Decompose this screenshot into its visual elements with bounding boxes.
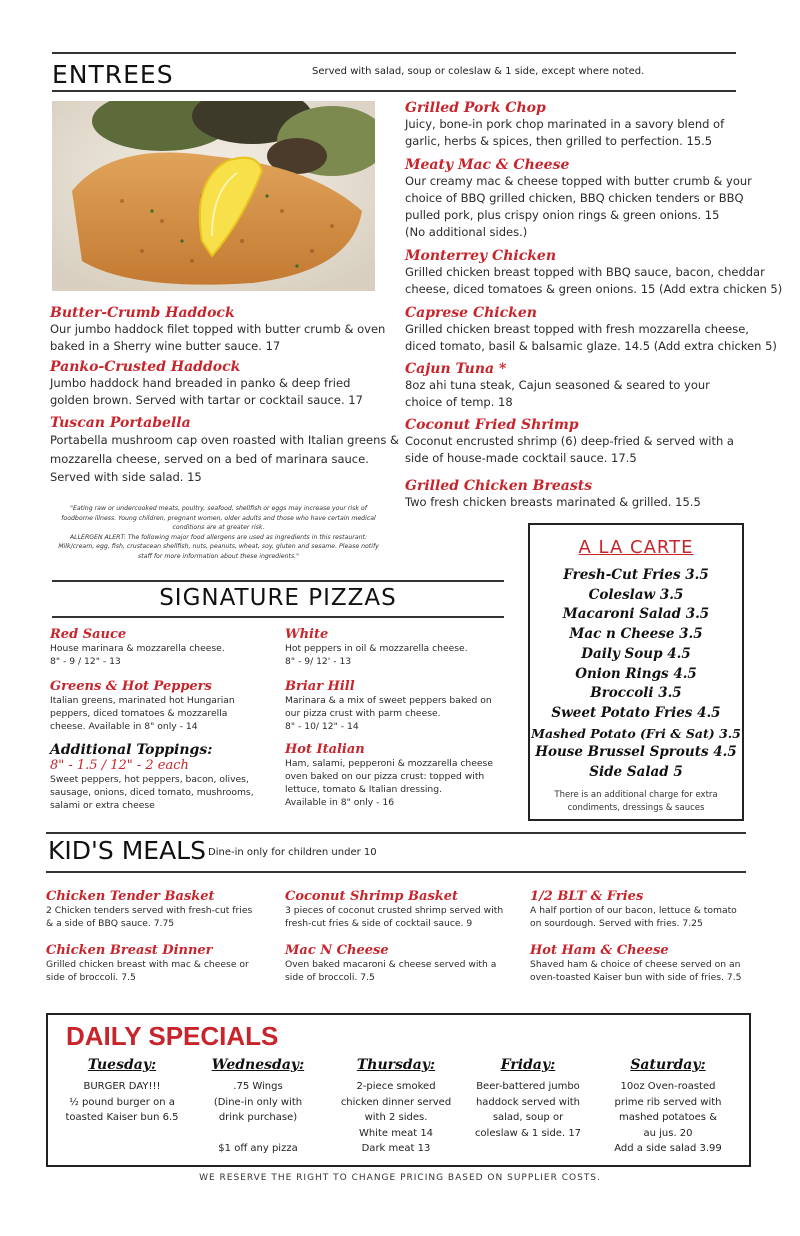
item-name: Butter-Crumb Haddock <box>50 305 235 321</box>
item-name: Chicken Breast Dinner <box>46 943 213 958</box>
item-name: Chicken Tender Basket <box>46 889 215 904</box>
day-text: 10oz Oven-roasted prime rib served with mashed potatoes & au jus. 20 Add a side salad 3.99 <box>614 1081 722 1154</box>
item-name: Meaty Mac & Cheese <box>405 157 570 173</box>
alacarte-item: Daily Soup 4.5 <box>581 645 691 662</box>
kids-coconut-shrimp-basket <box>285 889 503 930</box>
item-desc: Juicy, bone-in pork chop marinated in a savory blend of garlic, herbs & spices, then grilled to perfection. 15.5 <box>405 117 725 148</box>
daily-day-thursday <box>336 1057 456 1157</box>
kids-note: Dine-in only for children under 10 <box>208 847 377 858</box>
item-desc: House marinara & mozzarella cheese. 8" - 9 / 12" - 13 <box>50 643 225 667</box>
haddock-photo <box>52 101 375 291</box>
alacarte-item: Side Salad 5 <box>589 764 683 781</box>
daily-specials-box <box>46 1013 751 1167</box>
day-name: Saturday: <box>630 1057 706 1073</box>
item-desc: Jumbo haddock hand breaded in panko & deep fried golden brown. Served with tartar or cocktail sauce. 17 <box>50 376 363 407</box>
item-name: Red Sauce <box>50 627 127 642</box>
pizzas-rule-top <box>52 580 504 582</box>
item-name: Caprese Chicken <box>405 305 537 321</box>
alacarte-list <box>530 566 742 783</box>
day-name: Thursday: <box>356 1057 436 1073</box>
kids-rule-bottom <box>46 871 746 873</box>
item-desc: 3 pieces of coconut crusted shrimp served with fresh-cut fries & side of cocktail sauce. 9 <box>285 905 504 929</box>
entree-caprese-chicken <box>405 305 777 355</box>
alacarte-item: Mashed Potato (Fri & Sat) 3.5 <box>531 725 741 741</box>
daily-title: DAILY SPECIALS <box>66 1021 279 1051</box>
allergen-disclaimer: "Eating raw or undercooked meats, poultry, seafood, shellfish or eggs may increase your risk of foodborne illness. Young children, pregnant women, older adults and those who have certain medical conditions are at greater risk. ALLERGEN ALERT: The following major food allergens are used as ingredients in this restaurant: Milk/cream, egg, fish, crustacean shellfish, nuts, peanuts, wheat, soy, gluten and sesame. Please notify staff for more information about these ingredients." <box>58 505 379 560</box>
kids-half-blt-fries <box>530 889 737 930</box>
item-name: Hot Ham & Cheese <box>530 943 669 958</box>
toppings-desc: Sweet peppers, hot peppers, bacon, olives, sausage, onions, diced tomato, mushrooms, salami or extra cheese <box>50 774 254 811</box>
entrees-note: Served with salad, soup or coleslaw & 1 side, except where noted. <box>312 66 645 77</box>
pizza-white <box>285 627 468 668</box>
alacarte-item: Coleslaw 3.5 <box>588 586 684 603</box>
item-desc: Our jumbo haddock filet topped with butter crumb & oven baked in a Sherry wine butter sauce. 17 <box>50 322 386 353</box>
day-text: 2-piece smoked chicken dinner served with 2 sides. White meat 14 Dark meat 13 <box>340 1081 452 1154</box>
item-desc: A half portion of our bacon, lettuce & tomato on sourdough. Served with fries. 7.25 <box>530 905 737 929</box>
daily-day-wednesday <box>198 1057 318 1157</box>
kids-chicken-tender-basket <box>46 889 252 930</box>
daily-day-tuesday <box>62 1057 182 1126</box>
item-name: 1/2 BLT & Fries <box>530 889 644 904</box>
alacarte-note: There is an additional charge for extra condiments, dressings & sauces <box>554 789 718 813</box>
daily-day-saturday <box>608 1057 728 1157</box>
item-name: White <box>285 627 329 642</box>
item-desc: Oven baked macaroni & cheese served with a side of broccoli. 7.5 <box>285 959 497 983</box>
entrees-title: ENTREES <box>52 60 174 89</box>
alacarte-title: A LA CARTE <box>578 537 694 558</box>
toppings-title: Additional Toppings: <box>50 742 213 758</box>
day-text: .75 Wings (Dine-in only with drink purchase) $1 off any pizza <box>213 1081 303 1154</box>
day-name: Wednesday: <box>211 1057 305 1073</box>
toppings-price: 8" - 1.5 / 12" - 2 each <box>50 758 189 773</box>
item-name: Hot Italian <box>285 742 365 757</box>
item-desc: Italian greens, marinated hot Hungarian peppers, diced tomatoes & mozzarella cheese. Available in 8" only - 14 <box>50 695 235 732</box>
kids-title: KID'S MEALS <box>48 836 206 865</box>
alacarte-item: House Brussel Sprouts 4.5 <box>535 744 737 761</box>
item-name: Grilled Chicken Breasts <box>405 478 593 494</box>
alacarte-item: Mac n Cheese 3.5 <box>569 626 703 643</box>
item-name: Coconut Fried Shrimp <box>405 417 579 433</box>
item-name: Panko-Crusted Haddock <box>50 359 241 375</box>
item-desc: Portabella mushroom cap oven roasted with Italian greens & mozzarella cheese, served on a bed of marinara sauce. Served with side salad. 15 <box>50 433 399 484</box>
entree-grilled-pork-chop <box>405 100 724 150</box>
item-name: Monterrey Chicken <box>405 248 557 264</box>
item-name: Mac N Cheese <box>285 943 389 958</box>
entree-butter-crumb-haddock <box>50 305 385 355</box>
entree-meaty-mac-cheese <box>405 157 752 241</box>
daily-day-friday <box>468 1057 588 1141</box>
day-name: Tuesday: <box>87 1057 157 1073</box>
item-desc: Grilled chicken breast with mac & cheese or side of broccoli. 7.5 <box>46 959 249 983</box>
pizza-additional-toppings <box>50 742 254 812</box>
pizza-briar-hill <box>285 679 492 733</box>
alacarte-box <box>528 523 744 821</box>
top-rule <box>52 52 736 54</box>
item-name: Greens & Hot Peppers <box>50 679 212 694</box>
item-name: Briar Hill <box>285 679 355 694</box>
kids-hot-ham-cheese <box>530 943 741 984</box>
pricing-footer: WE RESERVE THE RIGHT TO CHANGE PRICING BASED ON SUPPLIER COSTS. <box>199 1173 601 1183</box>
kids-chicken-breast-dinner <box>46 943 249 984</box>
day-text: Beer-battered jumbo haddock served with salad, soup or coleslaw & 1 side. 17 <box>474 1081 582 1139</box>
entree-tuscan-portabella <box>50 415 399 487</box>
item-desc: Ham, salami, pepperoni & mozzarella cheese oven baked on our pizza crust: topped with lettuce, tomato & Italian dressing. Available in 8" only - 16 <box>285 758 493 808</box>
alacarte-item: Broccoli 3.5 <box>590 685 682 702</box>
entree-monterrey-chicken <box>405 248 782 298</box>
kids-mac-n-cheese <box>285 943 496 984</box>
pizzas-title: SIGNATURE PIZZAS <box>159 585 397 611</box>
pizzas-rule-bottom <box>52 616 504 618</box>
entree-cajun-tuna <box>405 361 710 411</box>
item-name: Cajun Tuna * <box>405 361 507 377</box>
pizza-hot-italian <box>285 742 493 809</box>
entrees-rule <box>52 90 736 92</box>
alacarte-item: Fresh-Cut Fries 3.5 <box>563 567 709 583</box>
item-desc: Marinara & a mix of sweet peppers baked on our pizza crust with parm cheese. 8" - 10/ 12" - 14 <box>285 695 492 732</box>
item-name: Coconut Shrimp Basket <box>285 889 459 904</box>
item-desc: Two fresh chicken breasts marinated & grilled. 15.5 <box>405 495 701 509</box>
day-text: BURGER DAY!!! ½ pound burger on a toasted Kaiser bun 6.5 <box>65 1081 179 1123</box>
item-desc: Coconut encrusted shrimp (6) deep-fried & served with a side of house-made cocktail sauce. 17.5 <box>405 434 734 465</box>
item-name: Tuscan Portabella <box>50 415 191 431</box>
alacarte-item: Onion Rings 4.5 <box>575 665 697 682</box>
item-desc: 2 Chicken tenders served with fresh-cut fries & a side of BBQ sauce. 7.75 <box>46 905 253 929</box>
item-desc: Our creamy mac & cheese topped with butter crumb & your choice of BBQ grilled chicken, BBQ chicken tenders or BBQ pulled pork, plus crispy onion rings & green onions. 15 (No additional sides.) <box>405 174 752 239</box>
pizza-red-sauce <box>50 627 225 668</box>
entree-panko-crusted-haddock <box>50 359 363 409</box>
entree-grilled-chicken-breasts <box>405 478 701 511</box>
alacarte-item: Macaroni Salad 3.5 <box>562 606 710 623</box>
item-desc: Hot peppers in oil & mozzarella cheese. 8" - 9/ 12' - 13 <box>285 643 468 667</box>
alacarte-item: Sweet Potato Fries 4.5 <box>551 704 721 721</box>
item-desc: 8oz ahi tuna steak, Cajun seasoned & seared to your choice of temp. 18 <box>405 378 710 409</box>
item-desc: Grilled chicken breast topped with BBQ sauce, bacon, cheddar cheese, diced tomatoes & green onions. 15 (Add extra chicken 5) <box>405 265 783 296</box>
item-desc: Grilled chicken breast topped with fresh mozzarella cheese, diced tomato, basil & balsamic glaze. 14.5 (Add extra chicken 5) <box>405 322 777 353</box>
item-name: Grilled Pork Chop <box>405 100 546 116</box>
entree-coconut-fried-shrimp <box>405 417 734 467</box>
pizza-greens-hot-peppers <box>50 679 235 733</box>
item-desc: Shaved ham & choice of cheese served on an oven-toasted Kaiser bun with side of fries. 7.5 <box>530 959 742 983</box>
kids-rule-top <box>46 832 746 834</box>
day-name: Friday: <box>500 1057 556 1073</box>
